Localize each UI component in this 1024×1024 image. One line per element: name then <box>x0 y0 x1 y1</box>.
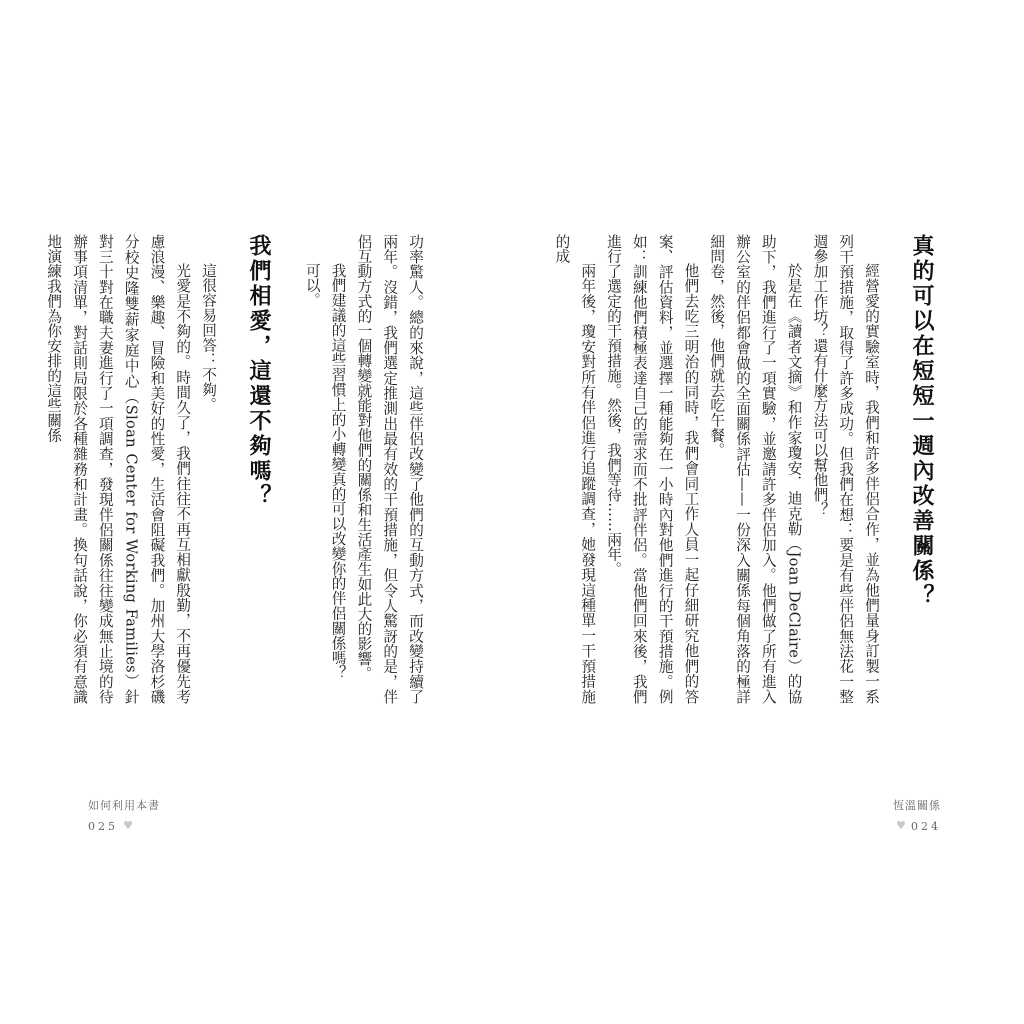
body-paragraph: 於是在《讀者文摘》和作家瓊安．迪克勒（Joan DeClaire）的協助下，我們進行了一項實驗，並邀請許多伴侶加入。他們做了所有進入辦公室的伴侶都會做的全面關係評估——一份深入關係每個角落的極詳細問卷，然後，他們就去吃午餐。 <box>708 234 803 704</box>
running-title: 如何利用本書 <box>88 799 160 812</box>
page-number: 025 <box>88 820 118 833</box>
body-paragraph: 光愛是不夠的。時間久了，我們往往不再互相獻殷勤，不再優先考慮浪漫、樂趣、冒險和美好的性愛，生活會阻礙我們。加州大學洛杉磯分校史隆雙薪家庭中心（Sloan Center for Working Families）針對三十對在職夫妻進行了一項調查，發現伴侶關係往往變成無止境的待辦事項清單，對話則局限於各種雜務和計畫。換句話說，你必須有意識地演練我們為你安排的這些關係 <box>45 234 192 704</box>
body-paragraph: 兩年後，瓊安對所有伴侶進行追蹤調查，她發現這種單一干預措施的成 <box>553 234 597 704</box>
page-number: 024 <box>911 820 941 833</box>
section-heading: 我們相愛，這還不夠嗎？ <box>246 234 272 509</box>
body-paragraph: 這很容易回答：不夠。 <box>200 263 218 413</box>
body-paragraph: 經營愛的實驗室時，我們和許多伴侶合作，並為他們量身訂製一系列干預措施，取得了許多成功。但我們在想：要是有些伴侶無法花一整週參加工作坊？還有什麼方法可以幫他們？ <box>811 234 880 704</box>
right-page-footer <box>893 797 941 834</box>
left-page-body <box>45 234 428 704</box>
heart-icon: ♥ <box>896 819 906 832</box>
body-paragraph: 可以。 <box>303 263 321 308</box>
left-page-footer <box>88 797 160 834</box>
body-paragraph: 他們去吃三明治的同時，我們會同工作人員一起仔細研究他們的答案、評估資料，並選擇一種能夠在一小時內對他們進行的干預措施。例如：訓練他們積極表達自己的需求而不批評伴侶。當他們回來後，我們進行了選定的干預措施。然後，我們等待……兩年。 <box>605 234 700 704</box>
running-title: 恆溫關係 <box>893 799 941 812</box>
right-page-body <box>553 234 940 704</box>
section-heading: 真的可以在短短一週內改善關係？ <box>909 234 934 609</box>
heart-icon: ♥ <box>123 819 133 832</box>
body-paragraph: 我們建議的這些習慣上的小轉變真的可以改變你的伴侶關係嗎？ <box>329 263 347 681</box>
body-paragraph: 功率驚人。總的來說，這些伴侶改變了他們的互動方式，而改變持續了兩年。沒錯，我們選定推測出最有效的干預措施，但令人驚訝的是，伴侶互動方式的一個轉變就能對他們的關係和生活產生如此大的影響。 <box>355 234 424 704</box>
